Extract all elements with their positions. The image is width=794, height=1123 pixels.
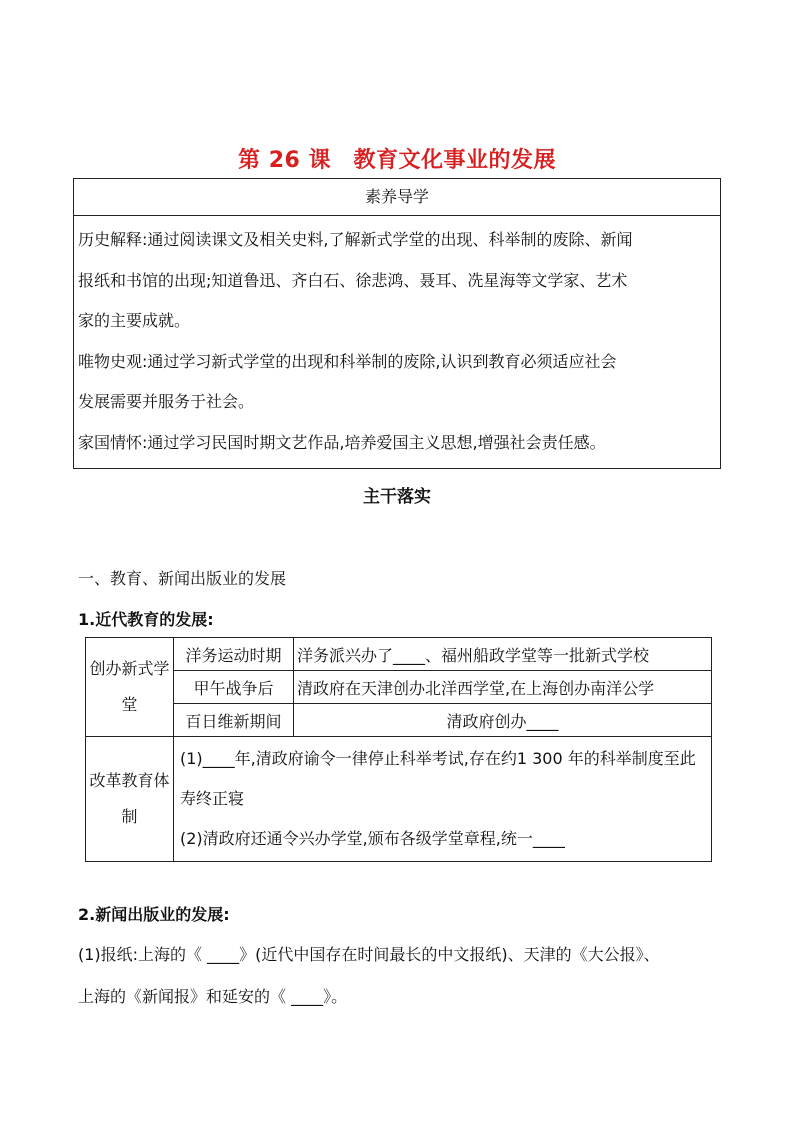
part-heading: 一、教育、新闻出版业的发展 bbox=[78, 569, 287, 588]
content-cell: 清政府在天津创办北洋西学堂,在上海创办南洋公学 bbox=[294, 671, 712, 704]
guide-line: 报纸和书馆的出现;知道鲁迅、齐白石、徐悲鸿、聂耳、冼星海等文学家、艺术 bbox=[78, 270, 628, 290]
guide-line: 发展需要并服务于社会。 bbox=[78, 392, 255, 411]
literacy-guide-box bbox=[73, 178, 721, 469]
education-heading: 1.近代教育的发展: bbox=[78, 610, 214, 629]
period-cell: 洋务运动时期 bbox=[174, 638, 294, 671]
category-new-schools: 创办新式学堂 bbox=[86, 638, 174, 737]
news-heading: 2.新闻出版业的发展: bbox=[78, 905, 230, 924]
content-cell: 清政府创办____ bbox=[294, 704, 712, 737]
guide-line: 历史解释:通过阅读课文及相关史料,了解新式学堂的出现、科举制的废除、新闻 bbox=[78, 230, 633, 249]
period-cell: 甲午战争后 bbox=[174, 671, 294, 704]
page-title: 第 26 课 教育文化事业的发展 bbox=[238, 148, 556, 173]
education-table bbox=[85, 637, 712, 862]
reform-line: (2)清政府还通令兴办学堂,颁布各级学堂章程,统一____ bbox=[180, 829, 565, 848]
guide-line: 唯物史观:通过学习新式学堂的出现和科举制的废除,认识到教育必须适应社会 bbox=[78, 351, 617, 371]
table-row bbox=[86, 704, 712, 737]
section-heading: 主干落实 bbox=[363, 487, 431, 507]
table-row bbox=[86, 638, 712, 671]
guide-line: 家的主要成就。 bbox=[78, 311, 191, 330]
table-row bbox=[86, 671, 712, 704]
reform-cell bbox=[174, 737, 712, 862]
guide-line: 家国情怀:通过学习民国时期文艺作品,培养爱国主义思想,增强社会责任感。 bbox=[78, 432, 606, 452]
category-reform: 改革教育体制 bbox=[86, 737, 174, 862]
news-line: 上海的《新闻报》和延安的《 ____》。 bbox=[78, 987, 348, 1006]
period-cell: 百日维新期间 bbox=[174, 704, 294, 737]
reform-line: (1)____年,清政府谕令一律停止科举考试,存在约1 300 年的科举制度至此寿终正寝 bbox=[180, 749, 696, 808]
guide-header: 素养导学 bbox=[74, 179, 720, 216]
content-cell: 洋务派兴办了____、福州船政学堂等一批新式学校 bbox=[294, 638, 712, 671]
guide-body bbox=[74, 216, 720, 463]
table-row bbox=[86, 737, 712, 862]
news-text bbox=[78, 934, 740, 1018]
news-line: (1)报纸:上海的《 ____》(近代中国存在时间最长的中文报纸)、天津的《大公报》、 bbox=[78, 945, 660, 964]
